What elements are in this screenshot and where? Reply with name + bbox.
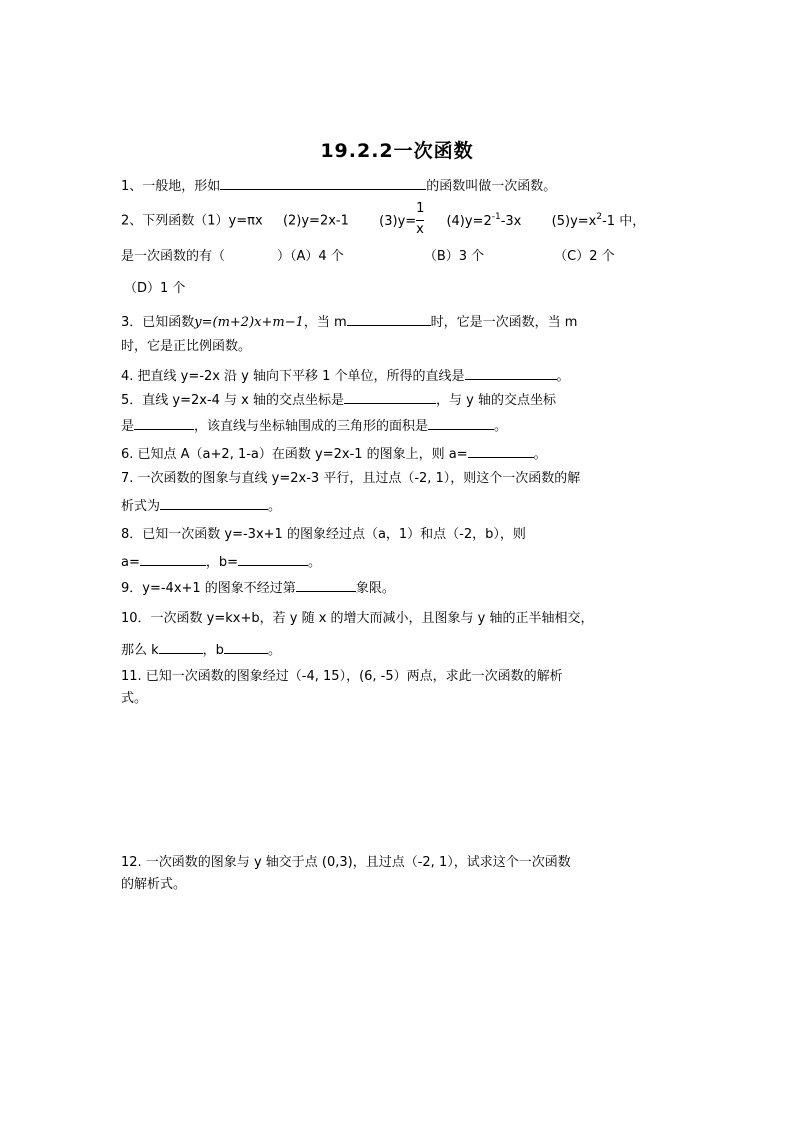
q5-line-2-post: 。 [494, 419, 508, 434]
q5-line-2-mid: ，该直线与坐标轴围成的三角形的面积是 [194, 419, 429, 434]
fraction [416, 201, 425, 237]
question-2-line-1 [121, 201, 646, 237]
q2-option-5-text: (5)y=x [551, 213, 597, 229]
q2-option-1: 2、下列函数（1）y=πx [121, 213, 263, 229]
q7-text-line-1: 7. 一次函数的图象与直线 y=2x-3 平行，且过点（-2, 1），则这个一次函数的解 [121, 471, 581, 486]
question-8-line-1 [121, 526, 526, 544]
q8-answer-blank-b[interactable] [238, 552, 308, 566]
q10-text-line-1: 10．一次函数 y=kx+b，若 y 随 x 的增大而减小，且图象与 y 轴的正半轴相交， [121, 611, 594, 626]
q2-choice-d: （D）1 个 [124, 281, 186, 296]
question-1 [121, 176, 556, 196]
q6-text-pre: 6. 已知点 A（a+2, 1-a）在函数 y=2x-1 的图象上，则 a= [121, 447, 468, 462]
q2-option-4 [446, 211, 522, 229]
question-2-line-2 [121, 248, 615, 266]
q7-text-post: 。 [268, 499, 282, 514]
q3-formula: y=(m+2)x+m−1 [194, 315, 304, 330]
question-3-line-1 [121, 312, 577, 332]
q2-option-4-text: (4)y=2 [446, 213, 492, 229]
q2-choice-b: （B）3 个 [423, 249, 485, 264]
question-12-line-2 [121, 876, 186, 894]
fraction-numerator: 1 [416, 201, 425, 216]
q2-option-2: (2)y=2x-1 [282, 213, 349, 229]
q4-text-pre: 4. 把直线 y=-2x 沿 y 轴向下平移 1 个单位，所得的直线是 [121, 369, 465, 384]
question-9 [121, 578, 395, 598]
q10-answer-blank-b[interactable] [224, 640, 268, 654]
q12-text-line-2: 的解析式。 [121, 877, 187, 892]
q5-answer-blank-1[interactable] [344, 390, 436, 404]
q10-label-k: 那么 k [121, 643, 159, 658]
q2-option-3-text: (3)y= [379, 213, 417, 229]
q8-text-end: 。 [308, 555, 322, 570]
q3-text-pre: 3．已知函数 [121, 315, 195, 330]
q2-choice-a: ）（A）4 个 [277, 249, 344, 264]
q5-text-mid: ，与 y 轴的交点坐标 [436, 393, 556, 408]
q9-text-post: 象限。 [355, 581, 395, 596]
q2-option-4-tail: -3x [500, 213, 522, 229]
question-5-line-2 [121, 416, 507, 436]
q6-text-post: 。 [533, 447, 547, 462]
question-2-line-3 [124, 280, 185, 298]
q3-text-post: 时，它是一次函数，当 m [430, 315, 578, 330]
q2-option-4-exponent: -1 [491, 211, 501, 222]
question-3-line-2 [121, 338, 251, 356]
q4-answer-blank[interactable] [465, 366, 557, 380]
q3-text-line-2: 时，它是正比例函数。 [121, 339, 252, 354]
question-7-line-2 [121, 496, 281, 516]
q8-label-b: ，b= [205, 555, 239, 570]
q2-question-text: 是一次函数的有（ [121, 249, 226, 264]
q1-text-post: 的函数叫做一次函数。 [426, 179, 557, 194]
q2-choice-c: （C）2 个 [554, 249, 615, 264]
question-5-line-1 [121, 390, 556, 410]
q4-text-post: 。 [556, 369, 570, 384]
question-8-line-2 [121, 552, 321, 572]
page-title: 19.2.2一次函数 [320, 140, 474, 162]
q2-option-5-tail: -1 中， [602, 213, 646, 229]
q1-text-pre: 1、一般地，形如 [121, 179, 221, 194]
q2-option-5-exponent: 2 [596, 211, 603, 222]
question-10-line-2 [121, 640, 281, 660]
q10-label-b: ，b [202, 643, 224, 658]
q2-option-3 [379, 201, 425, 237]
q10-answer-blank-k[interactable] [159, 640, 203, 654]
question-4 [121, 366, 570, 386]
q6-answer-blank[interactable] [468, 444, 534, 458]
fraction-denominator: x [416, 222, 424, 237]
q5-text-pre: 5．直线 y=2x-4 与 x 轴的交点坐标是 [121, 393, 345, 408]
question-10-line-1 [121, 610, 594, 628]
question-6 [121, 444, 547, 464]
q8-text-line-1: 8．已知一次函数 y=-3x+1 的图象经过点（a，1）和点（-2，b），则 [121, 527, 526, 542]
q11-text-line-2: 式。 [121, 691, 148, 706]
q7-answer-blank[interactable] [160, 496, 268, 510]
q8-label-a: a= [121, 555, 140, 570]
q10-text-end: 。 [267, 643, 281, 658]
q3-answer-blank-1[interactable] [347, 312, 431, 326]
question-11-line-2 [121, 690, 147, 708]
q3-text-mid: ，当 m [303, 315, 347, 330]
question-11-line-1 [121, 668, 563, 686]
q9-text-pre: 9．y=-4x+1 的图象不经过第 [121, 581, 296, 596]
q1-answer-blank[interactable] [220, 176, 426, 190]
q7-text-pre: 析式为 [121, 499, 161, 514]
q5-line-2-pre: 是 [121, 419, 135, 434]
q11-text-line-1: 11. 已知一次函数的图象经过（-4, 15），(6, -5）两点，求此一次函数的解析 [121, 669, 563, 684]
question-7-line-1 [121, 470, 580, 488]
q5-answer-blank-2[interactable] [134, 416, 194, 430]
q12-text-line-1: 12. 一次函数的图象与 y 轴交于点 (0,3)，且过点（-2, 1），试求这个一次函数 [121, 855, 571, 870]
q2-option-5 [551, 211, 646, 229]
q8-answer-blank-a[interactable] [140, 552, 206, 566]
q5-answer-blank-3[interactable] [428, 416, 494, 430]
q9-answer-blank[interactable] [296, 578, 356, 592]
question-12-line-1 [121, 854, 571, 872]
